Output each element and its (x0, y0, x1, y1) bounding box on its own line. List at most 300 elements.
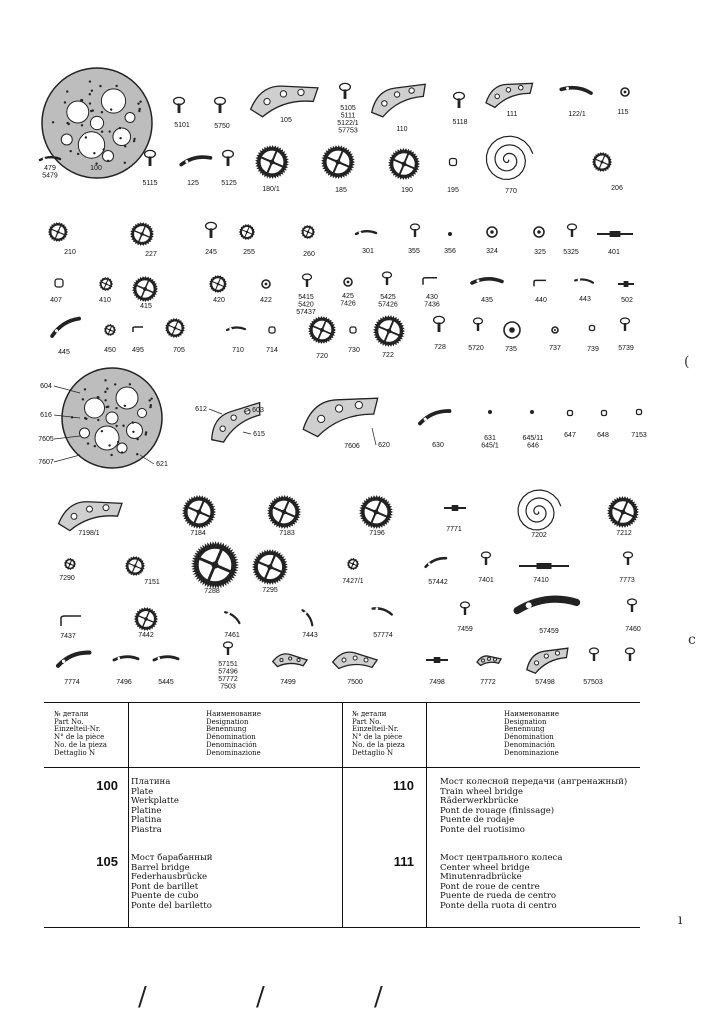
arbor-icon (618, 281, 634, 287)
part-number-label: 7288 (204, 588, 220, 595)
name-text: Ponte del bariletto (131, 900, 212, 911)
part-number-label: 105 (280, 117, 292, 124)
name-text: Мост центрального колеса (440, 853, 563, 863)
part-number-label: 7771 (446, 526, 462, 533)
gear-icon (373, 315, 405, 347)
header-text: Designation (504, 717, 547, 726)
plate-icon (42, 68, 152, 178)
name-text: Puente de cubo (131, 891, 199, 902)
part-number-label: 631 (484, 435, 496, 442)
part-number-label: 630 (432, 442, 444, 449)
name-text: Pont de roue de centre (440, 881, 540, 892)
header-text: Dénomination (206, 733, 256, 742)
name-text: Ponte della ruota di centro (440, 900, 557, 911)
part-number-label: 5325 (563, 249, 579, 256)
name-text: Piastra (131, 824, 162, 835)
part-number-label: 422 (260, 297, 272, 304)
name-text: Puente de rueda de centro (440, 891, 557, 902)
part-number-label: 7153 (631, 432, 647, 439)
part-number-label: 5445 (158, 679, 174, 686)
lever-icon (425, 556, 447, 566)
part-number-label: 185 (335, 187, 347, 194)
lever-icon (227, 327, 245, 330)
bridge-icon (247, 79, 321, 118)
gear-icon (134, 607, 158, 631)
part-number-label: 425 (342, 293, 354, 300)
header-designation-right (504, 711, 559, 757)
header-text: No. de la pieza (54, 740, 107, 749)
header-text: Einzelteil-Nr. (352, 725, 399, 734)
header-text: Denominación (504, 740, 555, 749)
part-number-label: 57496 (218, 668, 238, 676)
header-text: Part No. (352, 717, 382, 726)
pencil-mark: / (138, 982, 147, 1012)
part-number-label: 714 (266, 347, 278, 354)
part-number-label: 7459 (457, 626, 473, 633)
part-number-label: 7606 (344, 443, 360, 450)
dot-icon (488, 410, 492, 414)
bridge-icon (204, 396, 268, 446)
small-part-icon (568, 411, 573, 416)
name-text: Center wheel bridge (440, 862, 530, 873)
part-number-label: 5720 (468, 345, 484, 352)
part-number-label: 5101 (174, 122, 190, 129)
part-number-label: 621 (156, 461, 168, 468)
part-number-label: 7151 (144, 579, 160, 586)
small-part-icon (637, 410, 642, 415)
small-part-icon (602, 411, 607, 416)
part-number-label: 5118 (452, 119, 468, 126)
screw-icon (482, 552, 491, 565)
gear-icon (301, 225, 315, 239)
jewel-icon (262, 280, 270, 288)
part-number-label: 190 (401, 187, 413, 194)
header-text: Einzelteil-Nr. (54, 725, 101, 734)
part-number-label: 7196 (369, 530, 385, 537)
pencil-mark: / (256, 982, 265, 1012)
part-number-label: 206 (611, 185, 623, 192)
bridge-icon (56, 495, 126, 532)
spring-icon (133, 327, 143, 332)
lever-icon (472, 279, 502, 283)
lever-icon (356, 231, 376, 234)
lever-icon (154, 657, 178, 660)
screw-icon (224, 642, 233, 655)
spring-icon (423, 278, 437, 285)
part-number-label: 7460 (625, 626, 641, 633)
leader-line (54, 455, 80, 462)
part-number-label: 125 (187, 180, 199, 187)
header-text: Part No. (54, 717, 84, 726)
part-number-label: 645/11 (522, 435, 544, 442)
lever-icon (114, 657, 138, 660)
part-number-label: 735 (505, 346, 517, 353)
table-divider (342, 703, 343, 927)
header-text: Наименование (504, 710, 559, 718)
part-number-label: 57459 (539, 628, 559, 635)
part-number-label: 620 (378, 442, 390, 449)
part-number-label: 7410 (533, 577, 549, 584)
small-part-icon (55, 279, 63, 287)
gear-icon (165, 318, 185, 338)
hairspring-icon (487, 136, 533, 179)
part-number-label: 7183 (279, 530, 295, 537)
part-number-label: 5479 (42, 172, 58, 180)
header-part-no-right (352, 711, 405, 757)
part-names (440, 778, 627, 836)
small-part-icon (590, 326, 595, 331)
screw-icon (174, 97, 185, 113)
table-divider (426, 703, 427, 927)
part-number-label: 7290 (59, 575, 75, 582)
name-text: Pont de rouage (finissage) (440, 805, 555, 816)
gear-icon (130, 222, 154, 246)
part-number-label: 445 (58, 349, 70, 356)
arbor-icon (426, 657, 448, 663)
part-number-label: 57503 (583, 679, 603, 686)
header-text: Dettaglio N (352, 748, 394, 757)
header-text: Benennung (504, 725, 545, 734)
lever-icon (181, 155, 211, 164)
part-number-label: 7499 (280, 679, 296, 686)
jewel-icon (504, 322, 520, 338)
name-text: Räderwerkbrücke (440, 796, 519, 807)
screw-icon (626, 648, 635, 661)
lever-icon (418, 408, 450, 423)
part-number-label: 435 (481, 297, 493, 304)
screw-icon (628, 599, 637, 612)
screw-icon (223, 150, 234, 166)
name-text: Платина (131, 777, 171, 787)
bridge-icon (523, 643, 572, 676)
part-number-label: 115 (617, 109, 629, 116)
header-text: Dettaglio N (54, 748, 96, 757)
margin-mark: c (688, 632, 696, 648)
part-number-label: 57774 (373, 632, 393, 639)
screw-icon (568, 224, 577, 237)
part-number-label: 5125 (221, 180, 237, 187)
pencil-mark: / (374, 982, 383, 1012)
part-number-label: 612 (195, 406, 207, 413)
jewel-icon (552, 327, 558, 333)
part-number-label: 443 (579, 296, 591, 303)
screw-icon (624, 552, 633, 565)
header-designation-left (206, 711, 261, 757)
lever-icon (50, 316, 80, 336)
gear-icon (267, 495, 301, 529)
screw-icon (145, 150, 156, 166)
name-text: Pont de barillet (131, 881, 199, 892)
part-number-label: 7607 (38, 459, 54, 466)
screw-icon (434, 316, 445, 332)
bridge-icon (298, 389, 383, 440)
part-number-label: 648 (597, 432, 609, 439)
screw-icon (383, 272, 392, 285)
part-number-label: 730 (348, 347, 360, 354)
parts-table (44, 702, 640, 928)
dot-icon (530, 410, 534, 414)
part-number-label: 7773 (619, 577, 635, 584)
part-number: 111 (393, 854, 414, 869)
part-number-label: 5105 (340, 105, 356, 112)
header-text: Dénomination (504, 733, 554, 742)
jewel-icon (487, 227, 497, 237)
part-number-label: 57498 (535, 679, 555, 686)
part-number-label: 324 (486, 248, 498, 255)
part-number-label: 720 (316, 353, 328, 360)
part-number-label: 401 (608, 249, 620, 256)
part-number-label: 407 (50, 297, 62, 304)
header-text: Designation (206, 717, 249, 726)
part-number-label: 255 (243, 249, 255, 256)
leader-line (372, 428, 376, 445)
part-number-label: 7498 (429, 679, 445, 686)
header-part-no-left (54, 711, 107, 757)
part-number-label: 415 (140, 303, 152, 310)
gear-icon (48, 222, 68, 242)
gear-icon (321, 145, 355, 179)
part-number-label: 245 (205, 249, 217, 256)
part-number-label: 450 (104, 347, 116, 354)
gear-icon (252, 549, 288, 585)
bridge-icon (477, 656, 501, 665)
part-number-label: 479 (44, 165, 56, 172)
gear-icon (64, 558, 76, 570)
part-number-label: 7295 (262, 587, 278, 594)
part-number-label: 5122/1 (337, 120, 359, 127)
gear-icon (388, 148, 420, 180)
part-number-label: 430 (426, 294, 438, 301)
part-names (131, 778, 179, 836)
part-number-label: 7496 (116, 679, 132, 686)
jewel-icon (621, 88, 629, 96)
leader-line (243, 432, 251, 434)
bridge-icon (332, 651, 377, 672)
part-number-label: 57151 (218, 661, 238, 668)
gear-icon (191, 541, 239, 589)
part-number-label: 7500 (347, 679, 363, 686)
spring-icon (534, 280, 546, 286)
screw-icon (590, 648, 599, 661)
name-text: Platine (131, 805, 162, 816)
part-number-label: 7202 (531, 532, 547, 539)
part-number-label: 5111 (340, 112, 356, 120)
part-number-label: 7198/1 (78, 530, 100, 537)
hairspring-icon (518, 490, 561, 530)
part-number-label: 420 (213, 297, 225, 304)
screw-icon (454, 92, 465, 108)
name-text: Barrel bridge (131, 862, 190, 873)
screw-icon (206, 222, 217, 238)
gear-icon (99, 277, 113, 291)
gear-icon (209, 275, 227, 293)
gear-icon (592, 152, 612, 172)
part-number-label: 604 (40, 383, 52, 390)
screw-icon (215, 97, 226, 113)
part-number-label: 5115 (142, 180, 158, 187)
screw-icon (340, 83, 351, 99)
gear-icon (239, 224, 255, 240)
arbor-icon (519, 563, 569, 569)
header-text: Denominación (206, 740, 257, 749)
part-names (131, 854, 213, 912)
part-number-label: 5739 (618, 345, 634, 352)
small-part-icon (450, 159, 457, 166)
arbor-icon (444, 505, 466, 511)
part-number-label: 7442 (138, 632, 154, 639)
name-text: Мост барабанный (131, 853, 213, 863)
part-number-label: 7436 (424, 301, 440, 309)
part-number-label: 57426 (378, 301, 398, 309)
name-text: Puente de rodaje (440, 815, 515, 826)
lever-icon (516, 597, 576, 611)
part-number-label: 5425 (380, 294, 396, 301)
part-number-label: 7605 (38, 436, 54, 443)
lever-icon (561, 85, 591, 94)
bridge-icon (272, 653, 307, 669)
part-number-label: 603 (252, 407, 264, 414)
gear-icon (607, 496, 639, 528)
header-text: № детали (54, 710, 89, 718)
part-number: 105 (96, 854, 118, 869)
name-text: Minutenradbrücke (440, 872, 522, 883)
part-number: 110 (393, 778, 414, 793)
arbor-icon (597, 231, 633, 237)
part-number-label: 722 (382, 352, 394, 359)
part-number-label: 7461 (224, 632, 240, 639)
header-text: Наименование (206, 710, 261, 718)
screw-icon (474, 318, 483, 331)
gear-icon (359, 495, 393, 529)
part-number-label: 440 (535, 297, 547, 304)
part-number-label: 502 (621, 297, 633, 304)
bridge-icon (366, 77, 430, 120)
part-number-label: 410 (99, 297, 111, 304)
margin-mark: ( (684, 354, 690, 370)
part-number-label: 57442 (428, 579, 448, 586)
gear-icon (182, 495, 216, 529)
part-number-label: 7401 (478, 577, 494, 584)
spring-icon (61, 616, 81, 626)
name-text: Federhausbrücke (131, 872, 208, 883)
part-number-label: 57772 (218, 676, 238, 683)
part-number-label: 7184 (190, 530, 206, 537)
part-number-label: 7503 (220, 683, 236, 691)
header-text: N° de la pièce (352, 733, 403, 742)
lever-icon (373, 606, 393, 615)
name-text: Ponte del ruotisimo (440, 824, 525, 835)
gear-icon (308, 316, 336, 344)
part-number-label: 7426 (340, 300, 356, 308)
name-text: Мост колесной передачи (ангренажный) (440, 777, 628, 787)
header-text: No. de la pieza (352, 740, 405, 749)
part-number-label: 227 (145, 251, 157, 258)
part-number-label: 647 (564, 432, 576, 439)
name-text: Werkplatte (131, 796, 179, 807)
gear-icon (255, 145, 289, 179)
small-part-icon (350, 327, 356, 333)
dot-icon (448, 232, 452, 236)
name-text: Plate (131, 786, 154, 797)
gear-icon (125, 556, 145, 576)
lever-icon (56, 650, 90, 666)
screw-icon (303, 274, 312, 287)
lever-icon (575, 278, 593, 284)
part-number-label: 7437 (60, 633, 76, 640)
part-number-label: 7427/1 (342, 578, 364, 585)
part-number-label: 615 (253, 431, 265, 438)
gear-icon (104, 324, 116, 336)
part-number-label: 495 (132, 347, 144, 354)
part-number-label: 728 (434, 344, 446, 351)
screw-icon (461, 602, 470, 615)
header-text: Benennung (206, 725, 247, 734)
part-number-label: 646 (527, 442, 539, 450)
jewel-icon (344, 278, 352, 286)
jewel-icon (534, 227, 544, 237)
screw-icon (411, 224, 420, 237)
margin-mark: ı (678, 912, 683, 928)
part-number-label: 705 (173, 347, 185, 354)
lever-icon (302, 609, 313, 626)
leader-line (209, 409, 222, 414)
screw-icon (621, 318, 630, 331)
part-number: 100 (96, 778, 118, 793)
part-number-label: 110 (396, 126, 408, 133)
lever-icon (225, 610, 240, 624)
part-number-label: 5750 (214, 123, 230, 130)
part-number-label: 355 (408, 248, 420, 255)
part-number-label: 325 (534, 249, 546, 256)
part-number-label: 7772 (480, 679, 496, 686)
part-number-label: 737 (549, 345, 561, 352)
part-number-label: 710 (232, 347, 244, 354)
part-number-label: 111 (506, 111, 518, 118)
gear-icon (132, 276, 158, 302)
part-number-label: 210 (64, 249, 76, 256)
header-text: N° de la pièce (54, 733, 105, 742)
header-text: Denominazione (504, 748, 559, 757)
part-number-label: 57437 (296, 309, 316, 316)
part-number-label: 260 (303, 251, 315, 258)
table-header-rule (44, 767, 640, 768)
part-number-label: 7212 (616, 530, 632, 537)
part-number-label: 57753 (338, 127, 358, 135)
part-number-label: 5415 (298, 294, 314, 301)
leader-line (140, 455, 154, 464)
part-number-label: 770 (505, 188, 517, 195)
name-text: Train wheel bridge (440, 786, 523, 797)
part-number-label: 7774 (64, 679, 80, 686)
gear-icon (347, 558, 359, 570)
part-number-label: 100 (90, 165, 102, 172)
part-number-label: 739 (587, 346, 599, 353)
part-number-label: 301 (362, 248, 374, 255)
part-names (440, 854, 562, 912)
part-number-label: 645/1 (481, 442, 499, 450)
part-number-label: 616 (40, 412, 52, 419)
part-number-label: 180/1 (262, 186, 280, 193)
bridge-icon (483, 77, 536, 109)
table-divider (128, 703, 129, 927)
header-text: № детали (352, 710, 387, 718)
part-number-label: 7443 (302, 632, 318, 639)
part-number-label: 356 (444, 248, 456, 255)
part-number-label: 122/1 (568, 111, 586, 118)
part-number-label: 5420 (298, 301, 314, 309)
part-number-label: 195 (447, 187, 459, 194)
header-text: Denominazione (206, 748, 261, 757)
